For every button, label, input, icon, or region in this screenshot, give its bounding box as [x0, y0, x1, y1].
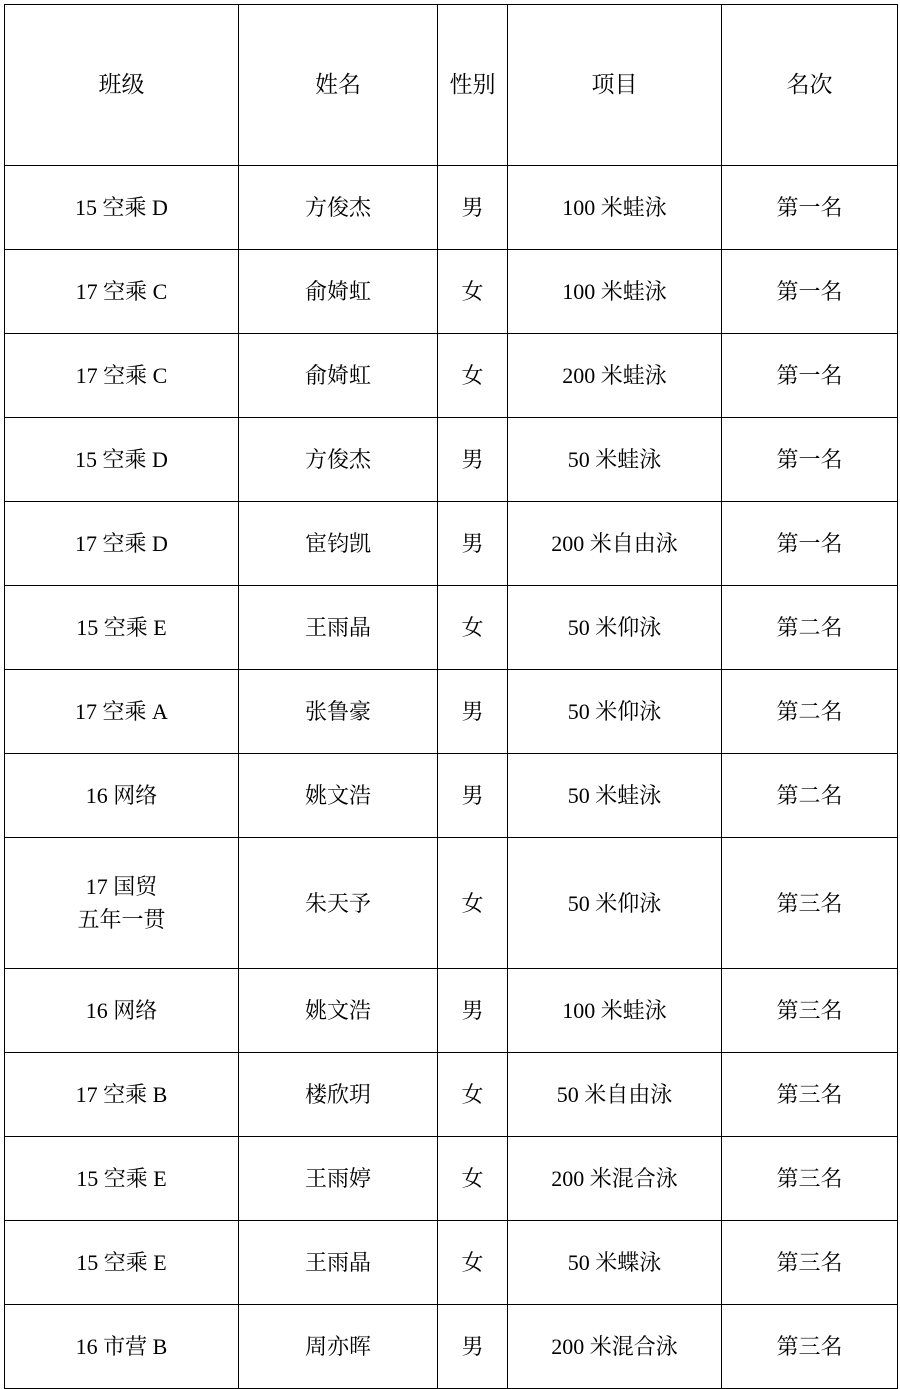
cell-sex: 男 — [438, 969, 508, 1053]
table-row — [5, 1053, 898, 1137]
document-page — [0, 4, 900, 1359]
cell-rank: 第三名 — [722, 1137, 898, 1221]
table-row — [5, 838, 898, 969]
cell-class-line1: 17 国贸 — [85, 874, 158, 899]
cell-sex: 女 — [438, 838, 508, 969]
cell-class: 16 网络 — [5, 754, 239, 838]
cell-event: 50 米仰泳 — [508, 838, 722, 969]
cell-sex: 女 — [438, 250, 508, 334]
cell-class: 17 空乘 C — [5, 250, 239, 334]
cell-class: 15 空乘 D — [5, 418, 239, 502]
cell-name: 宦钧凯 — [239, 502, 438, 586]
cell-name: 王雨晶 — [239, 1221, 438, 1305]
cell-rank: 第三名 — [722, 838, 898, 969]
cell-event: 50 米自由泳 — [508, 1053, 722, 1137]
table-row — [5, 502, 898, 586]
cell-rank: 第一名 — [722, 334, 898, 418]
cell-sex: 男 — [438, 418, 508, 502]
cell-rank: 第三名 — [722, 1221, 898, 1305]
cell-rank: 第三名 — [722, 1305, 898, 1389]
cell-sex: 男 — [438, 1305, 508, 1389]
cell-name: 俞婍虹 — [239, 250, 438, 334]
cell-event: 50 米蝶泳 — [508, 1221, 722, 1305]
cell-event: 100 米蛙泳 — [508, 250, 722, 334]
cell-rank: 第三名 — [722, 969, 898, 1053]
cell-rank: 第一名 — [722, 502, 898, 586]
results-table — [4, 4, 898, 1389]
cell-name: 周亦晖 — [239, 1305, 438, 1389]
column-header-rank: 名次 — [722, 5, 898, 166]
cell-sex: 女 — [438, 1221, 508, 1305]
cell-sex: 女 — [438, 586, 508, 670]
cell-event: 200 米自由泳 — [508, 502, 722, 586]
cell-name: 俞婍虹 — [239, 334, 438, 418]
table-header-row — [5, 5, 898, 166]
cell-class: 17 空乘 C — [5, 334, 239, 418]
cell-name: 方俊杰 — [239, 166, 438, 250]
cell-name: 楼欣玥 — [239, 1053, 438, 1137]
cell-rank: 第三名 — [722, 1053, 898, 1137]
cell-event: 200 米蛙泳 — [508, 334, 722, 418]
cell-class: 15 空乘 E — [5, 1221, 239, 1305]
table-row — [5, 250, 898, 334]
table-row — [5, 334, 898, 418]
cell-rank: 第二名 — [722, 586, 898, 670]
cell-sex: 女 — [438, 1053, 508, 1137]
cell-event: 50 米仰泳 — [508, 586, 722, 670]
cell-event: 50 米蛙泳 — [508, 754, 722, 838]
cell-event: 50 米仰泳 — [508, 670, 722, 754]
cell-class: 16 网络 — [5, 969, 239, 1053]
cell-class — [5, 838, 239, 969]
cell-sex: 男 — [438, 502, 508, 586]
cell-rank: 第一名 — [722, 166, 898, 250]
cell-name: 王雨婷 — [239, 1137, 438, 1221]
cell-rank: 第一名 — [722, 250, 898, 334]
cell-event: 50 米蛙泳 — [508, 418, 722, 502]
cell-sex: 女 — [438, 1137, 508, 1221]
cell-name: 王雨晶 — [239, 586, 438, 670]
cell-event: 200 米混合泳 — [508, 1305, 722, 1389]
cell-name: 方俊杰 — [239, 418, 438, 502]
table-row — [5, 670, 898, 754]
column-header-event: 项目 — [508, 5, 722, 166]
column-header-sex: 性别 — [438, 5, 508, 166]
table-row — [5, 166, 898, 250]
cell-class: 16 市营 B — [5, 1305, 239, 1389]
cell-event: 200 米混合泳 — [508, 1137, 722, 1221]
table-row — [5, 418, 898, 502]
cell-name: 姚文浩 — [239, 969, 438, 1053]
cell-sex: 男 — [438, 754, 508, 838]
cell-class-line2: 五年一贯 — [77, 907, 166, 932]
cell-class: 15 空乘 E — [5, 1137, 239, 1221]
cell-class: 17 空乘 A — [5, 670, 239, 754]
cell-event: 100 米蛙泳 — [508, 969, 722, 1053]
cell-rank: 第二名 — [722, 670, 898, 754]
table-row — [5, 754, 898, 838]
cell-class: 17 空乘 B — [5, 1053, 239, 1137]
table-row — [5, 969, 898, 1053]
cell-name: 张鲁豪 — [239, 670, 438, 754]
cell-class: 17 空乘 D — [5, 502, 239, 586]
cell-rank: 第二名 — [722, 754, 898, 838]
cell-sex: 男 — [438, 166, 508, 250]
cell-name: 朱天予 — [239, 838, 438, 969]
column-header-name: 姓名 — [239, 5, 438, 166]
table-row — [5, 1221, 898, 1305]
cell-name: 姚文浩 — [239, 754, 438, 838]
table-row — [5, 1305, 898, 1389]
cell-rank: 第一名 — [722, 418, 898, 502]
cell-class: 15 空乘 E — [5, 586, 239, 670]
table-row — [5, 1137, 898, 1221]
table-row — [5, 586, 898, 670]
column-header-class: 班级 — [5, 5, 239, 166]
cell-sex: 女 — [438, 334, 508, 418]
cell-sex: 男 — [438, 670, 508, 754]
cell-event: 100 米蛙泳 — [508, 166, 722, 250]
cell-class: 15 空乘 D — [5, 166, 239, 250]
